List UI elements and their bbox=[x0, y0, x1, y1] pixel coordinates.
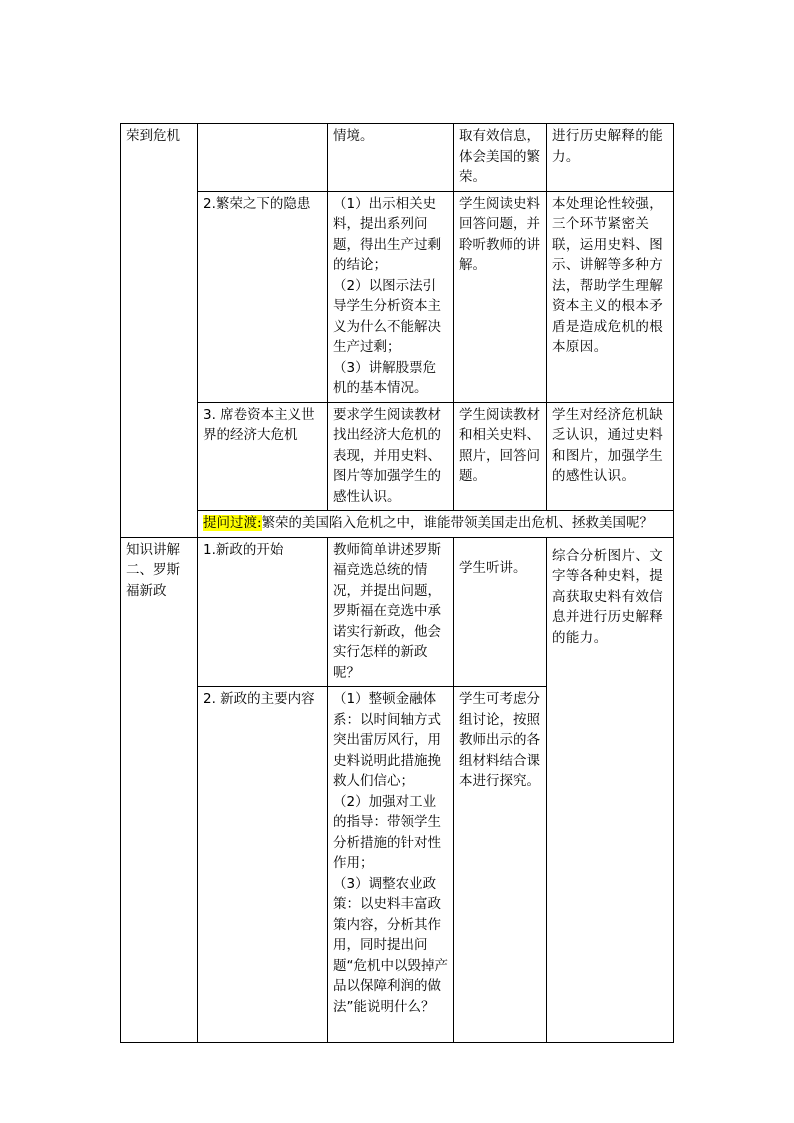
transition-label: 提问过渡: bbox=[203, 515, 262, 531]
content-cell: 1.新政的开始 bbox=[198, 537, 328, 687]
content-cell: 2. 新政的主要内容 bbox=[198, 687, 328, 1043]
student-activity-cell: 学生听讲。 bbox=[454, 537, 547, 687]
content-cell: 3. 席卷资本主义世界的经济大危机 bbox=[198, 402, 328, 511]
student-activity-cell: 学生阅读教材和相关史料、照片，回答问题。 bbox=[454, 402, 547, 511]
student-activity-cell: 学生阅读史料回答问题，并聆听教师的讲解。 bbox=[454, 191, 547, 402]
teacher-activity-cell: 教师简单讲述罗斯福竞选总统的情况，并提出问题，罗斯福在竞选中承诺实行新政，他会实行怎样的新政呢？ bbox=[328, 537, 454, 687]
teacher-activity-cell: 要求学生阅读教材找出经济大危机的表现，并用史料、图片等加强学生的感性认识。 bbox=[328, 402, 454, 511]
teacher-activity-cell: （1）整顿金融体系：以时间轴方式突出雷厉风行，用史料说明此措施挽救人们信心； （2）加强对工业的指导：带领学生分析措施的针对性作用； （3）调整农业政策：以史料丰富政策内容，分析其作用，同时提出问题“危机中以毁掉产品以保障利润的做法”能说明什么？ bbox=[328, 687, 454, 1043]
design-intent-cell: 本处理论性较强，三个环节紧密关联，运用史料、图示、讲解等多种方法，帮助学生理解资本主义的根本矛盾是造成危机的根本原因。 bbox=[547, 191, 674, 402]
student-activity-cell: 取有效信息，体会美国的繁荣。 bbox=[454, 124, 547, 192]
transition-cell bbox=[198, 511, 674, 538]
transition-text: 繁荣的美国陷入危机之中，谁能带领美国走出危机、拯救美国呢？ bbox=[261, 515, 654, 531]
stage-cell: 荣到危机 bbox=[121, 124, 198, 538]
design-intent-cell: 进行历史解释的能力。 bbox=[547, 124, 674, 192]
design-intent-cell: 综合分析图片、文字等各种史料，提高获取史料有效信息并进行历史解释的能力。 bbox=[547, 537, 674, 1043]
teacher-activity-cell: 情境。 bbox=[328, 124, 454, 192]
table-row bbox=[121, 537, 674, 687]
lesson-plan-table bbox=[120, 123, 674, 1043]
table-row bbox=[121, 124, 674, 192]
transition-row bbox=[121, 511, 674, 538]
content-cell bbox=[198, 124, 328, 192]
design-intent-cell: 学生对经济危机缺乏认识，通过史料和图片，加强学生的感性认识。 bbox=[547, 402, 674, 511]
teacher-activity-cell: （1）出示相关史料，提出系列问题，得出生产过剩的结论； （2）以图示法引导学生分析资本主义为什么不能解决生产过剩； （3）讲解股票危机的基本情况。 bbox=[328, 191, 454, 402]
content-cell: 2.繁荣之下的隐患 bbox=[198, 191, 328, 402]
table-row bbox=[121, 402, 674, 511]
stage-cell: 知识讲解二、罗斯福新政 bbox=[121, 537, 198, 1043]
table-row bbox=[121, 191, 674, 402]
student-activity-cell: 学生可考虑分组讨论，按照教师出示的各组材料结合课本进行探究。 bbox=[454, 687, 547, 1043]
